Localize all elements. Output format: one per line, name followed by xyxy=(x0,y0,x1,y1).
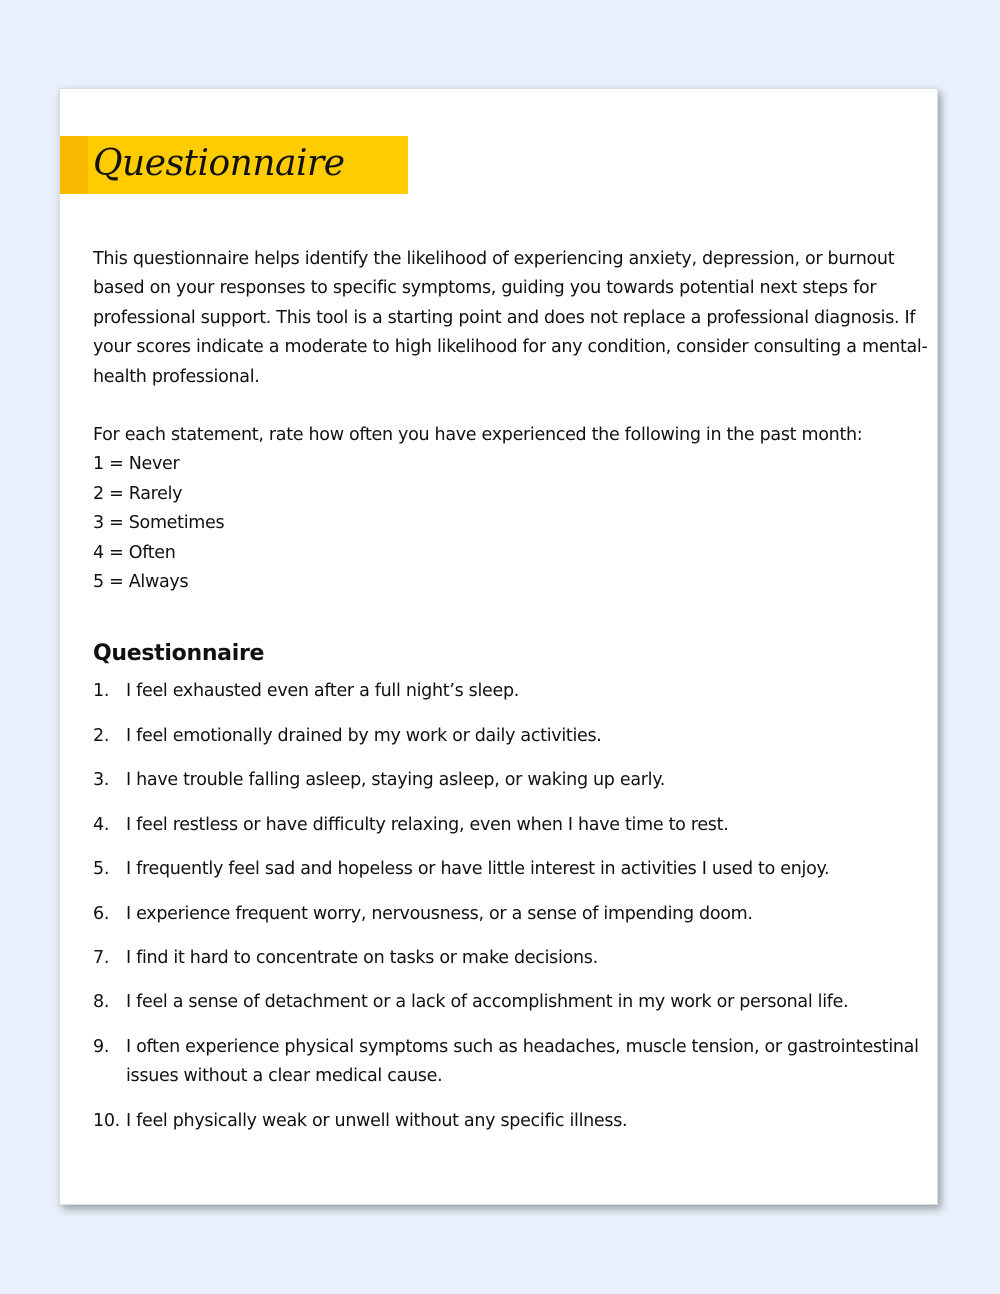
question-number: 7. xyxy=(93,947,110,968)
question-number: 4. xyxy=(93,814,110,835)
scale-item: 1 = Never xyxy=(93,454,180,475)
document-page xyxy=(59,88,938,1205)
instructions-text: For each statement, rate how often you have experienced the following in the past month: xyxy=(93,425,863,446)
question-number: 5. xyxy=(93,859,110,880)
question-item xyxy=(93,900,933,929)
question-item xyxy=(93,766,933,795)
question-number: 3. xyxy=(93,770,110,791)
question-item xyxy=(93,855,933,884)
title-band xyxy=(60,136,408,194)
question-number: 1. xyxy=(93,681,110,702)
question-number: 2. xyxy=(93,725,110,746)
question-item xyxy=(93,1033,933,1092)
intro-paragraph: This questionnaire helps identify the likelihood of experiencing anxiety, depression, or burnout based on your responses to specific symptoms, guiding you towards potential next steps for professional support. This tool is a starting point and does not replace a professional diagnosis. If your scores indicate a moderate to high likelihood for any condition, consider consulting a mental-health professional. xyxy=(93,249,928,387)
question-text: I feel restless or have difficulty relaxing, even when I have time to rest. xyxy=(126,814,729,835)
title-band-accent xyxy=(60,136,88,194)
question-text: I feel a sense of detachment or a lack of accomplishment in my work or personal life. xyxy=(126,992,849,1013)
page-title: Questionnaire xyxy=(93,143,345,184)
scale-item: 4 = Often xyxy=(93,542,176,563)
question-list xyxy=(93,677,933,1135)
scale-item: 5 = Always xyxy=(93,572,189,593)
question-text: I often experience physical symptoms such as headaches, muscle tension, or gastrointestinal issues without a clear medical cause. xyxy=(126,1036,919,1087)
question-text: I experience frequent worry, nervousness, or a sense of impending doom. xyxy=(126,903,753,924)
question-number: 6. xyxy=(93,903,110,924)
question-text: I feel emotionally drained by my work or daily activities. xyxy=(126,725,602,746)
question-item xyxy=(93,677,933,706)
content xyxy=(93,245,933,1151)
question-number: 8. xyxy=(93,992,110,1013)
question-number: 10. xyxy=(93,1110,120,1131)
question-text: I frequently feel sad and hopeless or have little interest in activities I used to enjoy. xyxy=(126,859,830,880)
question-item xyxy=(93,944,933,973)
question-text: I feel exhausted even after a full night’s sleep. xyxy=(126,681,520,702)
scale-item: 2 = Rarely xyxy=(93,483,183,504)
question-item xyxy=(93,722,933,751)
section-heading: Questionnaire xyxy=(93,641,265,667)
question-number: 9. xyxy=(93,1036,110,1057)
question-item xyxy=(93,1107,933,1136)
question-text: I have trouble falling asleep, staying asleep, or waking up early. xyxy=(126,770,666,791)
question-text: I feel physically weak or unwell without any specific illness. xyxy=(126,1110,628,1131)
question-text: I find it hard to concentrate on tasks or make decisions. xyxy=(126,947,598,968)
question-item xyxy=(93,988,933,1017)
scale-item: 3 = Sometimes xyxy=(93,513,225,534)
question-item xyxy=(93,811,933,840)
rating-scale xyxy=(93,450,933,597)
